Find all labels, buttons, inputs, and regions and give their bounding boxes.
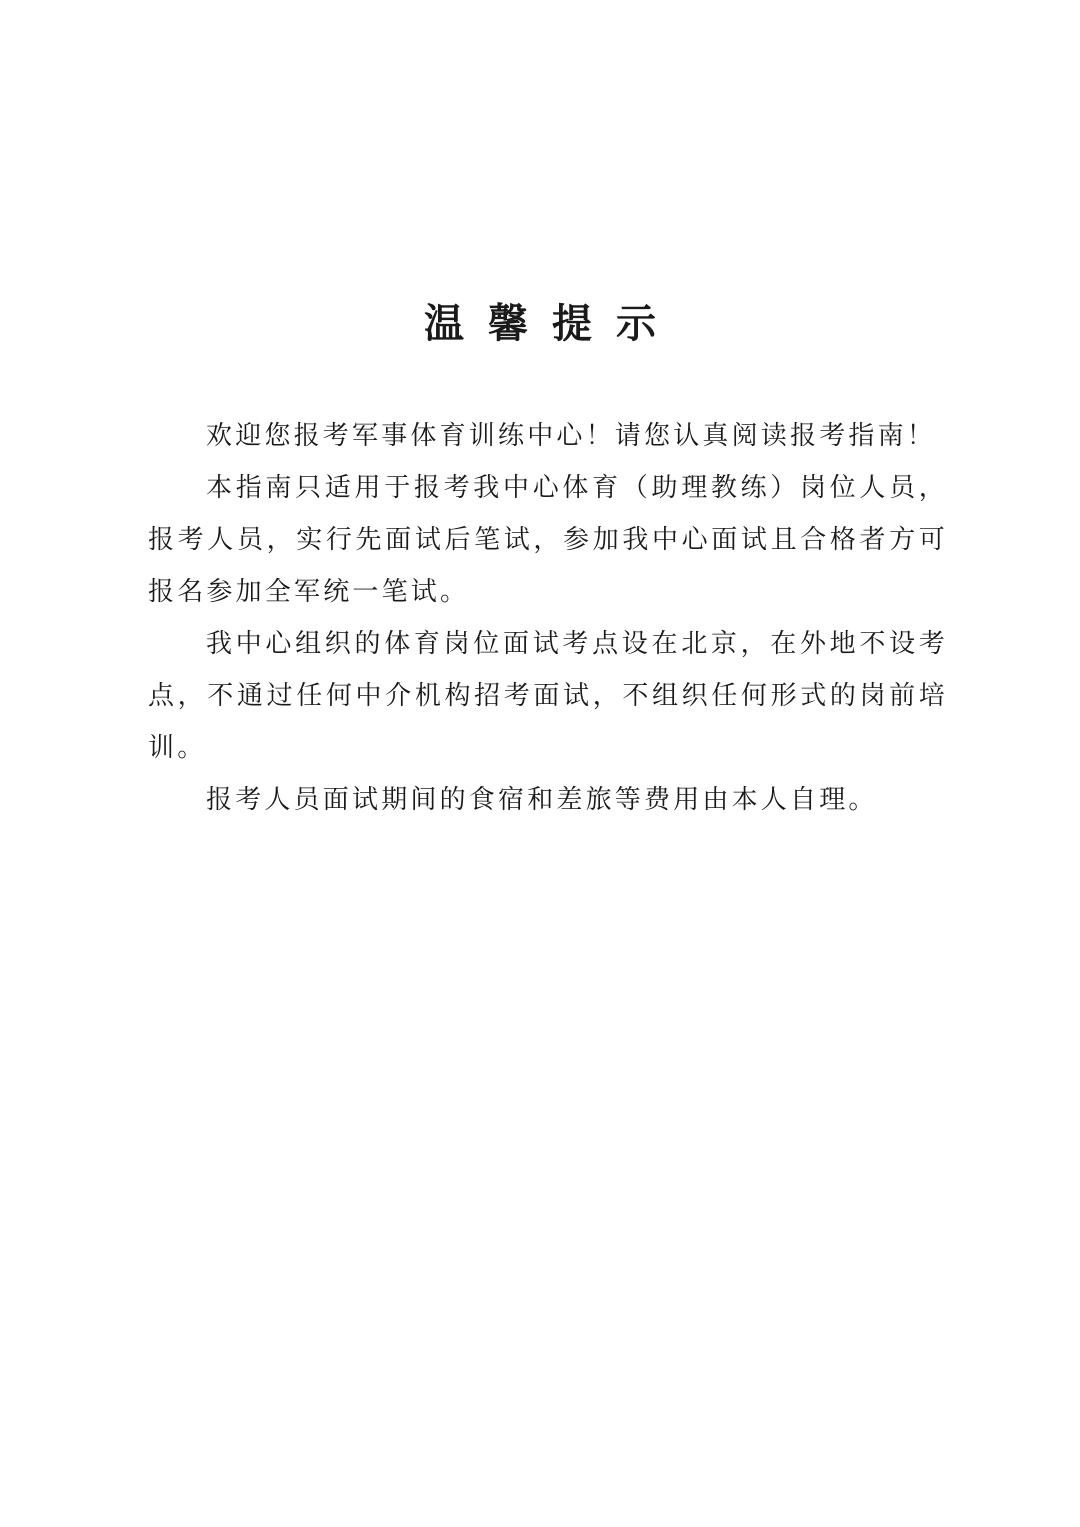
paragraph-welcome: 欢迎您报考军事体育训练中心！请您认真阅读报考指南！ — [206, 421, 937, 451]
page-title: 温馨提示 — [424, 300, 680, 347]
paragraph-scope: 本指南只适用于报考我中心体育（助理教练）岗位人员，报考人员，实行先面试后笔试，参加我中心面试且合格者方可报名参加全军统一笔试。 — [148, 473, 948, 607]
document-body — [148, 410, 948, 826]
paragraph-expenses: 报考人员面试期间的食宿和差旅等费用由本人自理。 — [206, 785, 878, 815]
paragraph-location: 我中心组织的体育岗位面试考点设在北京，在外地不设考点，不通过任何中介机构招考面试，不组织任何形式的岗前培训。 — [148, 629, 948, 763]
